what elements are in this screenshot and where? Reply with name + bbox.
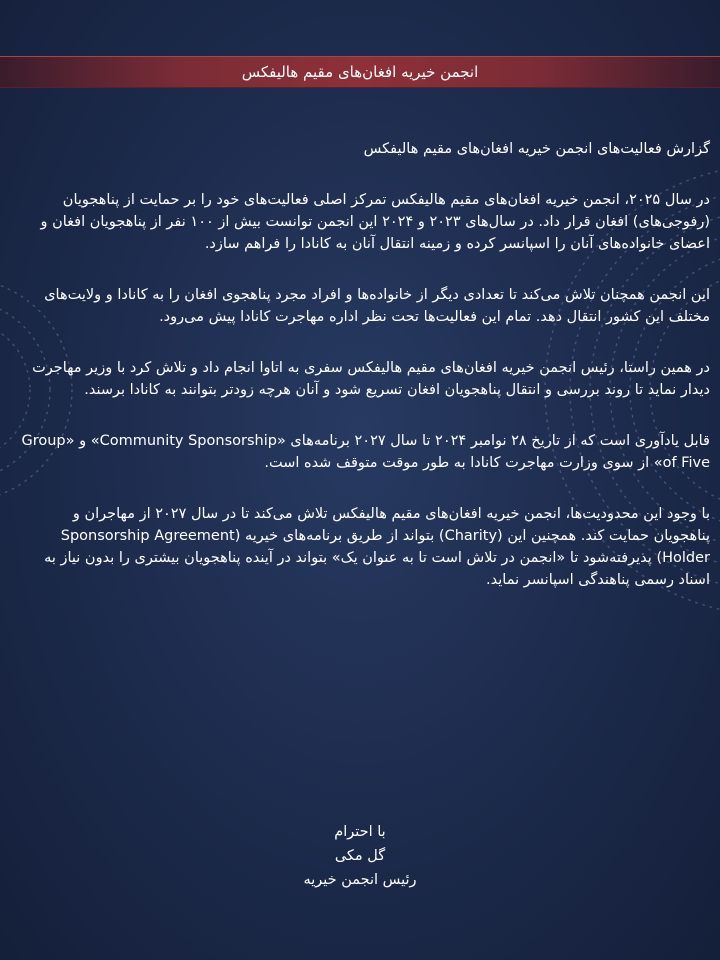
signature-name: گل مکی	[334, 848, 386, 864]
report-body	[16, 138, 710, 591]
report-heading: گزارش فعالیت‌های انجمن خیریه افغان‌های مقیم هالیفکس	[363, 141, 710, 157]
paragraph-1: در سال ۲۰۲۵، انجمن خیریه افغان‌های مقیم هالیفکس تمرکز اصلی فعالیت‌های خود را بر حمایت از پناهجویان (رفوجی‌های) افغان قرار داد. در سال‌های ۲۰۲۳ و ۲۰۲۴ این انجمن توانست بیش از ۱۰۰ نفر از پناهجویان افغان و اعضای خانواده‌های آنان را اسپانسر کرده و زمینه انتقال آنان به کانادا را فراهم سازد.	[40, 192, 710, 252]
signature-block	[270, 820, 450, 892]
header-title: انجمن خیریه افغان‌های مقیم هالیفکس	[241, 63, 479, 81]
paragraph-3: در همین راستا، رئیس انجمن خیریه افغان‌های مقیم هالیفکس سفری به اتاوا انجام داد و تلاش کرد با وزیر مهاجرت دیدار نماید تا روند بررسی و انتقال پناهجویان افغان تسریع شود و آنان هرچه زودتر بتوانند به کانادا برسند.	[32, 360, 710, 398]
signature-closing: با احترام	[334, 824, 386, 840]
signature-title: رئیس انجمن خیریه	[303, 872, 417, 888]
paragraph-5: با وجود این محدودیت‌ها، انجمن خیریه افغان‌های مقیم هالیفکس تلاش می‌کند تا در سال ۲۰۲۷ از مهاجران و پناهجویان حمایت کند. همچنین این (Charity) بتواند از طریق برنامه‌های خیریه (Sponsorship Agreement Holder) پذیرفته‌شود تا «انجمن در تلاش است تا به عنوان یک» بتواند در آینده پناهجویان بیشتری را بدون نیاز به اسناد رسمی پناهندگی اسپانسر نماید.	[44, 506, 710, 588]
header-banner	[0, 56, 720, 88]
paragraph-2: این انجمن همچنان تلاش می‌کند تا تعدادی دیگر از خانواده‌ها و افراد مجرد پناهجوی افغان را به کانادا و ولایت‌های مختلف این کشور انتقال دهد. تمام این فعالیت‌ها تحت نظر اداره مهاجرت کانادا پیش می‌رود.	[44, 287, 710, 325]
paragraph-4: قابل یادآوری است که از تاریخ ۲۸ نوامبر ۲۰۲۴ تا سال ۲۰۲۷ برنامه‌های «Community Sponsorship» و «Group of Five» از سوی وزارت مهاجرت کانادا به طور موقت متوقف شده است.	[21, 433, 710, 471]
